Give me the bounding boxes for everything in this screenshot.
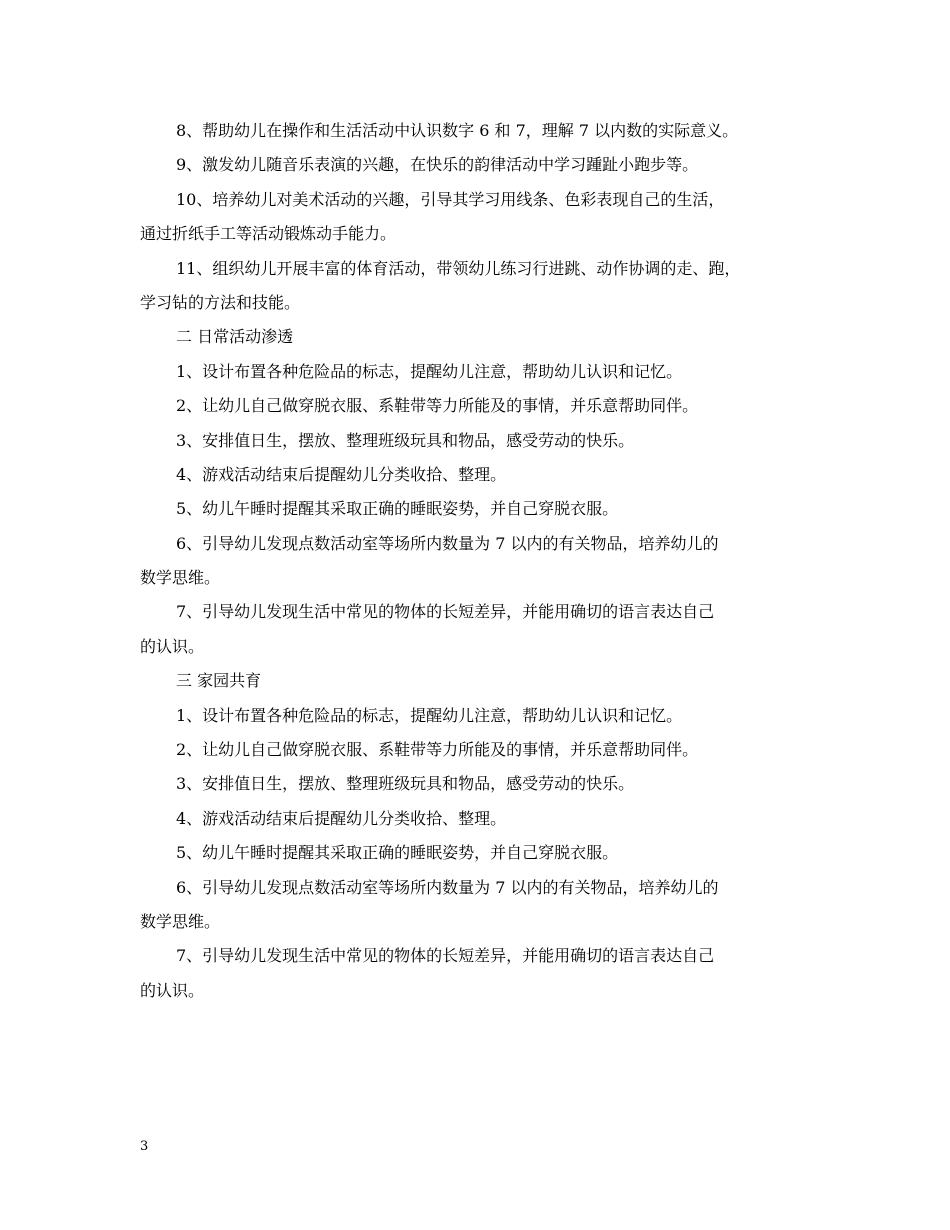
document-body bbox=[140, 114, 820, 1008]
list-item bbox=[140, 871, 820, 940]
paragraph-8 bbox=[140, 114, 820, 148]
list-item bbox=[140, 733, 820, 767]
list-item bbox=[140, 527, 820, 596]
paragraph-line: 3、安排值日生，摆放、整理班级玩具和物品，感受劳动的快乐。 bbox=[176, 430, 635, 450]
paragraph-line: 10、培养幼儿对美术活动的兴趣，引导其学习用线条、色彩表现自己的生活， bbox=[176, 189, 725, 209]
paragraph-line: 9、激发幼儿随音乐表演的兴趣，在快乐的韵律活动中学习踵趾小跑步等。 bbox=[176, 155, 699, 175]
paragraph-line: 的认识。 bbox=[140, 636, 205, 656]
page-number: 3 bbox=[140, 1139, 149, 1154]
paragraph-line: 11、组织幼儿开展丰富的体育活动，带领幼儿练习行进跳、动作协调的走、跑， bbox=[176, 258, 741, 278]
paragraph-line: 学习钻的方法和技能。 bbox=[140, 292, 301, 312]
list-item bbox=[140, 836, 820, 870]
paragraph-line: 5、幼儿午睡时提醒其采取正确的睡眠姿势，并自己穿脱衣服。 bbox=[176, 499, 619, 519]
paragraph-line: 1、设计布置各种危险品的标志，提醒幼儿注意，帮助幼儿认识和记忆。 bbox=[176, 361, 683, 381]
paragraph-line: 8、帮助幼儿在操作和生活活动中认识数字 6 和 7，理解 7 以内数的实际意义。 bbox=[176, 121, 739, 140]
paragraph-line: 的认识。 bbox=[140, 980, 205, 1000]
list-item bbox=[140, 802, 820, 836]
paragraph-line: 6、引导幼儿发现点数活动室等场所内数量为 7 以内的有关物品，培养幼儿的 bbox=[176, 877, 719, 897]
paragraph-line: 7、引导幼儿发现生活中常见的物体的长短差异，并能用确切的语言表达自己 bbox=[176, 946, 715, 966]
list-item bbox=[140, 355, 820, 389]
paragraph-line: 数学思维。 bbox=[140, 568, 221, 588]
section-heading-daily-activities bbox=[140, 320, 820, 354]
list-item bbox=[140, 767, 820, 801]
section-heading: 三 家园共育 bbox=[176, 671, 262, 691]
list-item bbox=[140, 595, 820, 664]
list-item bbox=[140, 492, 820, 526]
list-item bbox=[140, 939, 820, 1008]
paragraph-line: 2、让幼儿自己做穿脱衣服、系鞋带等力所能及的事情，并乐意帮助同伴。 bbox=[176, 396, 699, 416]
paragraph-line: 5、幼儿午睡时提醒其采取正确的睡眠姿势，并自己穿脱衣服。 bbox=[176, 843, 619, 863]
paragraph-line: 数学思维。 bbox=[140, 911, 221, 931]
paragraph-line: 3、安排值日生，摆放、整理班级玩具和物品，感受劳动的快乐。 bbox=[176, 774, 635, 794]
paragraph-9 bbox=[140, 148, 820, 182]
section-heading-home-school bbox=[140, 664, 820, 698]
list-item bbox=[140, 389, 820, 423]
paragraph-10 bbox=[140, 183, 820, 252]
paragraph-line: 6、引导幼儿发现点数活动室等场所内数量为 7 以内的有关物品，培养幼儿的 bbox=[176, 533, 719, 553]
paragraph-11 bbox=[140, 252, 820, 321]
section-heading: 二 日常活动渗透 bbox=[176, 327, 294, 347]
paragraph-line: 通过折纸手工等活动锻炼动手能力。 bbox=[140, 224, 397, 244]
paragraph-line: 4、游戏活动结束后提醒幼儿分类收拾、整理。 bbox=[176, 464, 507, 484]
paragraph-line: 2、让幼儿自己做穿脱衣服、系鞋带等力所能及的事情，并乐意帮助同伴。 bbox=[176, 740, 699, 760]
list-item bbox=[140, 699, 820, 733]
list-item bbox=[140, 458, 820, 492]
paragraph-line: 1、设计布置各种危险品的标志，提醒幼儿注意，帮助幼儿认识和记忆。 bbox=[176, 705, 683, 725]
paragraph-line: 7、引导幼儿发现生活中常见的物体的长短差异，并能用确切的语言表达自己 bbox=[176, 602, 715, 622]
list-item bbox=[140, 424, 820, 458]
paragraph-line: 4、游戏活动结束后提醒幼儿分类收拾、整理。 bbox=[176, 808, 507, 828]
